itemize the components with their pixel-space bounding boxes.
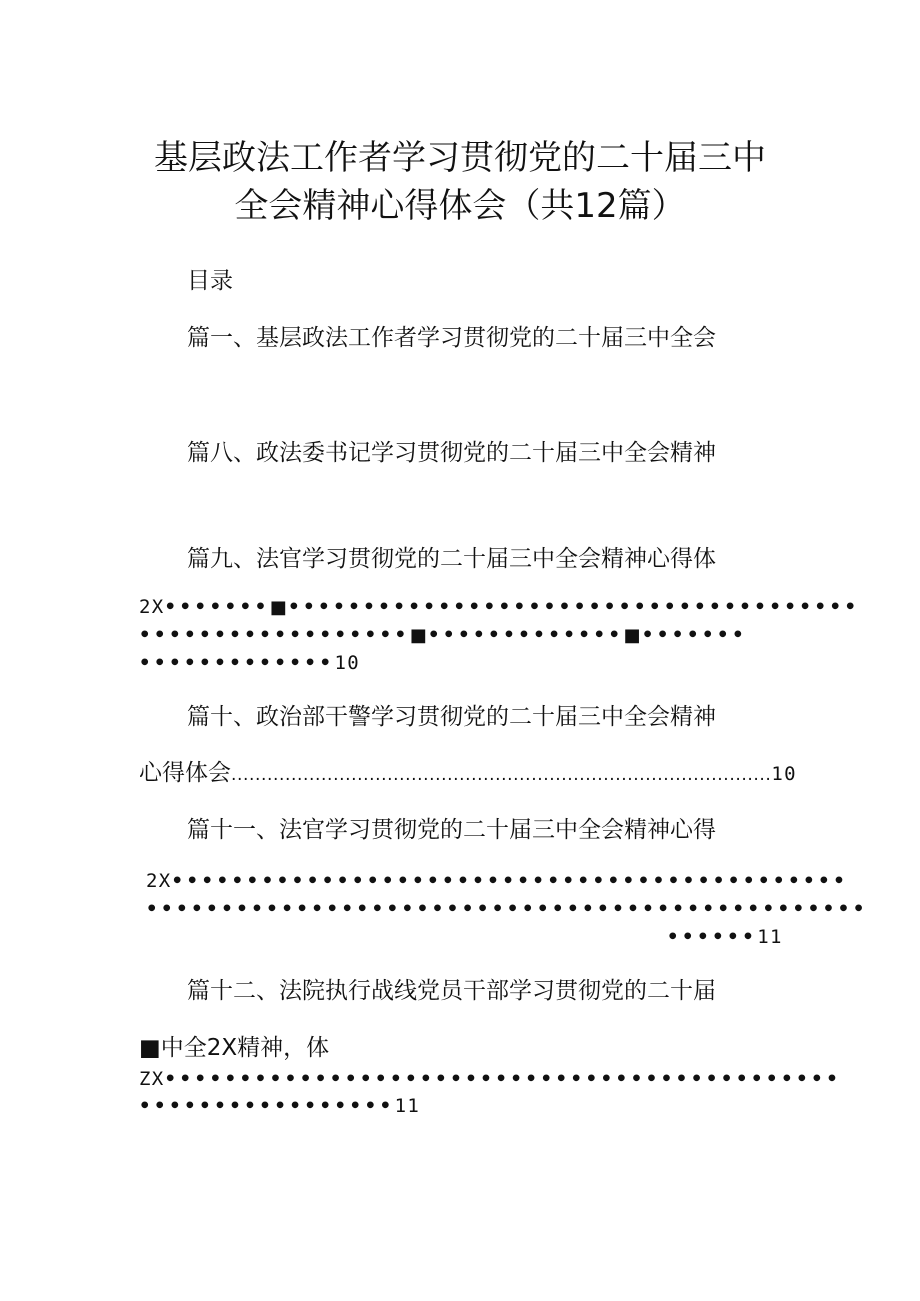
garbled-square: ■ <box>269 597 289 618</box>
toc-page-number: 10 <box>334 652 360 674</box>
toc-entry-12-line2: ■中全2X精神，体 <box>139 1035 330 1061</box>
toc-leader-dots: ••••••••••••• <box>428 624 624 646</box>
document-title-line1: 基层政法工作者学习贯彻党的二十届三中 <box>154 138 766 178</box>
toc-leader-dots: .......................................................................................... <box>231 765 772 785</box>
toc-entry-9[interactable]: 篇九、法官学习贯彻党的二十届三中全会精神心得体 <box>187 546 716 572</box>
toc-entry-10-text: 心得体会 <box>139 760 231 786</box>
toc-entry-11-leader-b <box>146 897 868 921</box>
toc-leader-dots: •••••••••••••••••• <box>139 624 410 646</box>
toc-entry-12-leader-b <box>139 1094 420 1118</box>
toc-entry-10-line2 <box>139 758 797 788</box>
document-title-line2: 全会精神心得体会（共12篇） <box>234 186 686 226</box>
toc-leader-dots: ••••••••••••• <box>139 652 335 674</box>
toc-leader-dots: •••••• <box>667 926 758 948</box>
toc-entry-10[interactable]: 篇十、政治部干警学习贯彻党的二十届三中全会精神 <box>187 704 716 730</box>
toc-entry-12[interactable]: 篇十二、法院执行战线党员干部学习贯彻党的二十届 <box>187 978 716 1004</box>
toc-entry-11-leader-c <box>667 925 783 949</box>
toc-leader-dots: ••••••••••••••••••••••••••••••••••••••••••••• <box>164 1068 842 1090</box>
toc-entry-12-leader-a <box>139 1067 841 1091</box>
toc-entry-8[interactable]: 篇八、政法委书记学习贯彻党的二十届三中全会精神 <box>187 440 716 466</box>
toc-entry-12-prefix: ZX <box>139 1068 165 1090</box>
toc-page-number: 11 <box>394 1095 421 1117</box>
garbled-square: ■ <box>623 625 642 646</box>
toc-entry-11-prefix: 2X <box>146 870 172 892</box>
toc-entry-9-leader-a <box>139 595 860 620</box>
toc-page-number: 10 <box>771 763 797 785</box>
toc-entry-9-prefix: 2X <box>139 596 165 618</box>
toc-leader-dots: •••••••••••••••••••••••••••••••••••••••••••••••• <box>146 898 868 920</box>
toc-leader-dots: ••••••• <box>164 596 270 618</box>
toc-entry-11[interactable]: 篇十一、法官学习贯彻党的二十届三中全会精神心得 <box>187 817 716 843</box>
toc-entry-11-leader-a <box>146 869 848 893</box>
toc-leader-dots: ••••••• <box>641 624 748 646</box>
toc-page-number: 11 <box>757 926 783 948</box>
toc-leader-dots: •••••••••••••••••••••••••••••••••••••• <box>288 596 860 618</box>
toc-leader-dots: ••••••••••••••••••••••••••••••••••••••••••••• <box>171 870 849 892</box>
toc-entry-9-leader-b <box>139 623 747 648</box>
toc-leader-dots: ••••••••••••••••• <box>139 1095 395 1117</box>
garbled-square: ■ <box>409 625 429 646</box>
toc-entry-9-leader-c <box>139 651 360 675</box>
toc-entry-1[interactable]: 篇一、基层政法工作者学习贯彻党的二十届三中全会 <box>187 325 716 351</box>
toc-heading: 目录 <box>187 268 233 294</box>
